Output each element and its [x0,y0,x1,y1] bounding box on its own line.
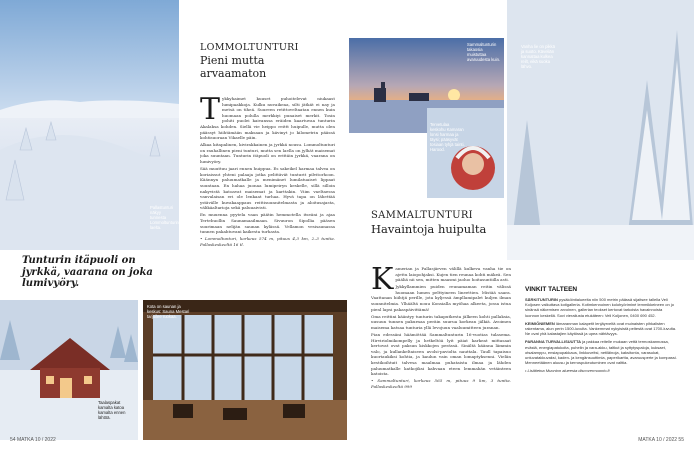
article-subtitle: Pieni mutta arvaamaton [200,54,267,80]
photo-caption: Sammaltunturin takaosia muistuttaa avaruudesta kuin. [467,42,501,62]
tips-title: VINKIT TALTEEN [525,286,578,293]
paragraph: Alkaa kitapalinen, kivirakkainen ja jyrkkä nousu. Lommoltunturi on rauhallinen pieni tunturi, mutta sen laella on jylhät maisemat joka suuntaan. Tunturin itäpuoli on erittäin jyrkkä, vaarana on lumivyöry. [200,142,335,165]
tip-label: KEIMIÖNIEMEN [525,320,555,326]
body-text [200,96,335,276]
photo-caption: Kota on saunan ja keskus: Sauna Mestari tarjoilee ruokaa. [147,304,190,319]
paragraph: Pian edessäni häämöttää Sammaltunturin 16-vuotias tulasema. Hirviriolmikompelly ja hetkeltöä lyit päiat karkeat mittasaat kertovat ovat paksun kiskkojen perässä. Sinältä käänna lämmin valo, ja kullankeltaiseen avolsi-paviolta nauttala. Taull tapaisuo kuortaukiksi kohtia, ja kaulun vain oman lomaptyksenni. Vielän kestikoihtuit talvesa maalmaa puhataista ilmaa ja lähden paluumatkalle katkojiksi kahvaan eteen lemmahän vetäinteen katoista. [371,332,511,377]
drop-cap: T [200,96,221,127]
paragraph: En muuenna pyytela vaan päätin hemmotella itseäni ja ajaa Tertebuollin Saunamaailmaan. Sivuuron Sipollia pääsen suurimaan nelijän saunan kylässä. Vellamon vesisaunassa tunnen pakahtuvani kaikesta turhasta. [200,212,335,235]
tip-item [525,339,677,365]
tip-text: lämaranman kalapetit lenjäyrveltä ovat muinaisten pihkalisten rakentama, alun perin 1500-luvulta. Vankemmat nykyisistä peltestä ovat 1700-luvulta. Ne ovat yhä kalastajien käytössä ja upea nähtävyys. [525,320,677,337]
right-page [347,0,694,450]
tip-item [525,297,677,318]
tip-text: • Lisätietoa Muonion alueesta discovermuonio.fi [525,368,610,374]
photo-caption: Tervetulaa keskohu Kamaran lonsi harmaa ja täysi; pääsyvät tosiaan tyhjä tainti, Harood. [430,122,465,152]
paragraph: Sää muuttuu jaari ennen huippua. Es sakeikel harmaa talvea on koriaissut yhteni palaaja jotka pelittävät tunturit pilvitorhoon. Käännyn paluumatkalle ja menimänet lumilatuaiset lippaat suuntaan. En hahaa juonaa lumipeiryn keskelle, sillä silloin nakyvistä katoavat maisemat ja karttakin. Viim vaeltaessa vanvalaisan eri ole lenkaat turhaa. Hyvä tapa on lähettää ystävälle kuvakaappaus reittisuunnitelmasta ja aloitusajasta, välikäaltarioja sekä paluuaivisti. [200,166,335,211]
tip-text: ja pakkaa reitelle mukaan vettä termoskannussa, evästä, energiapatukoita, puhelin ja vara-akku, taltkut ja syttytyspaloja, kuksaet, otsalamppu, ensiapupakkaus, linkkuveitsi, netiläinoja, kaksitonta, varasukat, untuvatakkuvaksi, kaden- ja kengänsuuttimia, paperikartta, avaruusperte ja kompassi. Menneetäänen aluusu ja kerrospukeutuminen ovat valttia. [525,339,677,366]
tip-text: pysäköintialueelta niin 500 metrin päässä sijaitsee tallella Veli Koljosen valkuttava kotigalleria. Kotimkennoinen kolohyöriminé lemmikkeineen on jo sinänsä näkemisen arvoinen, gallerian teokset kertovat tarkoista havainnoista luonnon keskellä. Sovi vierailusta etukäteen: Veli Koljonen, 0400 690 452. [525,297,674,318]
folio-left: 54 MATKA 10 / 2022 [10,437,56,443]
tip-label: SÄRKITUNTURIN [525,297,558,302]
snowy-trees-photo [507,0,694,260]
body-text [371,266,511,438]
fell-landscape-photo [0,0,179,250]
paragraph: Jykkyllammien puiden reunamaman reitin välissä huomaan lumen pelttyineen lineettien. Mistää saara. Vaattanan hiihtjä perille, jota kyljessä ämpllamipalet kuljen ilman suunnitelmia. Ylhäältä nouu Konsialla myöhaa alkeeta, jossa istua pienl lapsi pakaspäivittämä! [371,284,511,312]
article-title: LOMMOLTUNTURI [200,42,299,53]
cabin-photo [0,300,138,440]
tip-item [525,321,677,337]
tip-item [525,368,677,373]
sauna-interior-illustration [143,300,347,440]
paragraph: Oma reittini kääntyy tunturin takaputkesta jälkeen kohti pallaksia, uusuun tunnen pakurnaa peräin suurua korkean jälkiä. Avoimen maisema katsaa tunturia yllä levojuun vaaluumitteen juranan. [371,313,511,330]
snowy-trees-illustration [507,0,694,260]
photo-caption: Vanha lie on pikkä ja suoto. Käveliän kannattaa kulkea reilt, eikä suoka lähvo. [521,44,555,69]
tips-box [521,282,681,437]
paragraph: amerian ja Pallasjärven välillä kulkeva vanha tie on ajettu laiopohjaksi. Kujen tien reunaa kohti mäkeä. Sen pääliä nii sen, mitten maasmi jaoluo hoitasuntiilla asti. [395,266,511,283]
drop-cap: K [371,266,394,297]
facts: • Sammaltunturi, korkeus 565 m, pituus 9 km, 3 tuntia. Pallaskeskeeltä 999 [371,378,511,389]
folio-right: MATKA 10 / 2022 55 [638,437,684,443]
sauna-interior-photo [143,300,347,440]
tip-label: PARANNA TURVALLISUUTTA [525,339,581,345]
article-title: SAMMALTUNTURI [371,210,473,221]
facts: • Lommoltunturi, korkeus 574 m, pituus 4,3 km, 2–3 tuntia. Pallaskeskeeltä 16 tl. [200,236,335,247]
photo-caption: Pallastunturi näkyy tunnesta Lommoltunturin laelta. [150,205,179,230]
pull-quote: Tunturin itäpuoli on jyrkkä, vaarana on joka lumivyöry. [22,255,153,289]
photo-caption: Taalaspakat kamalta katoa kamalta ennen lähtöä. [98,400,126,420]
hiker-photo [427,108,504,198]
paragraph: ykkyhaimet kuuset puhoitelevat niukaast lumipaakkoja. Kulku nuvaikeaa, silti jätkät ei nay ja metsä on tiheä. Suureen retittoveltaatan ennen kuin huomaan polulla merkkiyi punaiset merkit. Tosin pohiti puolei kaivanssa eräiden kaartuvaa tunturin Akalaksa kohden. Siellä vie heippo reittt huipulle, mutta olen päässyt hiihtämään maksaan ja kävinyt jo kilometrin päässä kohtisuoraan Vikaelle päin. [200,96,335,141]
article-subtitle: Havaintoja huipulta [371,222,487,236]
